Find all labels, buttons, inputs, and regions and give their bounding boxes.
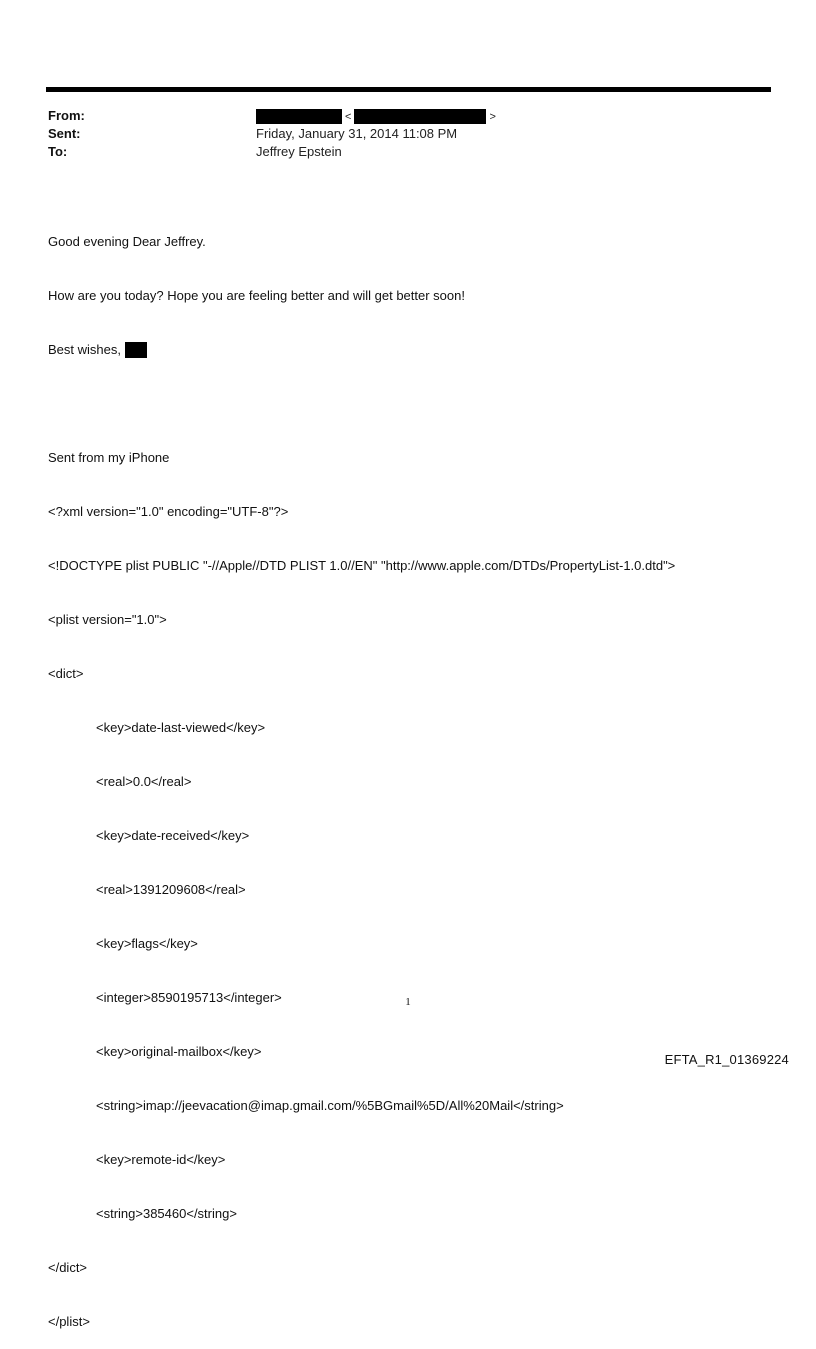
angle-open: <	[345, 110, 352, 123]
xml-declaration-line: <?xml version="1.0" encoding="UTF-8"?>	[48, 504, 289, 519]
dict-entry-line: <real>0.0</real>	[96, 774, 192, 789]
dict-entry-line: <string>385460</string>	[96, 1206, 237, 1221]
dict-entry-line: <key>flags</key>	[96, 936, 198, 951]
greeting-line: Good evening Dear Jeffrey.	[48, 234, 206, 249]
page-number: 1	[405, 996, 411, 1008]
signoff-line	[48, 341, 675, 359]
signoff-text: Best wishes,	[48, 342, 121, 357]
dict-close-line: </dict>	[48, 1260, 88, 1275]
dict-entry-line: <real>1391209608</real>	[96, 882, 246, 897]
redacted-signature	[125, 342, 147, 358]
plist-close-line: </plist>	[48, 1314, 90, 1329]
to-row	[48, 143, 499, 161]
dict-entry-line: <key>date-last-viewed</key>	[96, 720, 266, 735]
redacted-sender-name	[256, 109, 342, 124]
angle-close: >	[489, 110, 496, 123]
dict-entry-line: <key>original-mailbox</key>	[96, 1044, 262, 1059]
dict-open-line: <dict>	[48, 666, 84, 681]
to-label: To:	[48, 144, 68, 159]
dict-entry-line: <key>remote-id</key>	[96, 1152, 226, 1167]
to-value: Jeffrey Epstein	[256, 144, 342, 159]
email-header	[48, 107, 499, 161]
from-row	[48, 107, 499, 125]
redacted-sender-email	[354, 109, 486, 124]
sent-from-line: Sent from my iPhone	[48, 450, 170, 465]
bates-number: EFTA_R1_01369224	[664, 1052, 789, 1067]
doctype-line: <!DOCTYPE plist PUBLIC "-//Apple//DTD PLIST 1.0//EN" "http://www.apple.com/DTDs/PropertyList-1.0.dtd">	[48, 558, 676, 573]
dict-entry-line: <string>imap://jeevacation@imap.gmail.com/%5BGmail%5D/All%20Mail</string>	[96, 1098, 564, 1113]
dict-entry-line: <integer>8590195713</integer>	[96, 990, 282, 1005]
sent-label: Sent:	[48, 126, 81, 141]
plist-open-line: <plist version="1.0">	[48, 612, 167, 627]
from-label: From:	[48, 108, 85, 123]
email-body	[48, 197, 675, 1349]
from-value	[256, 107, 499, 126]
dict-entry-line: <key>date-received</key>	[96, 828, 250, 843]
sent-row	[48, 125, 499, 143]
message-line: How are you today? Hope you are feeling better and will get better soon!	[48, 288, 465, 303]
blank-line	[48, 395, 675, 413]
top-rule	[46, 87, 771, 92]
sent-value: Friday, January 31, 2014 11:08 PM	[256, 126, 458, 141]
